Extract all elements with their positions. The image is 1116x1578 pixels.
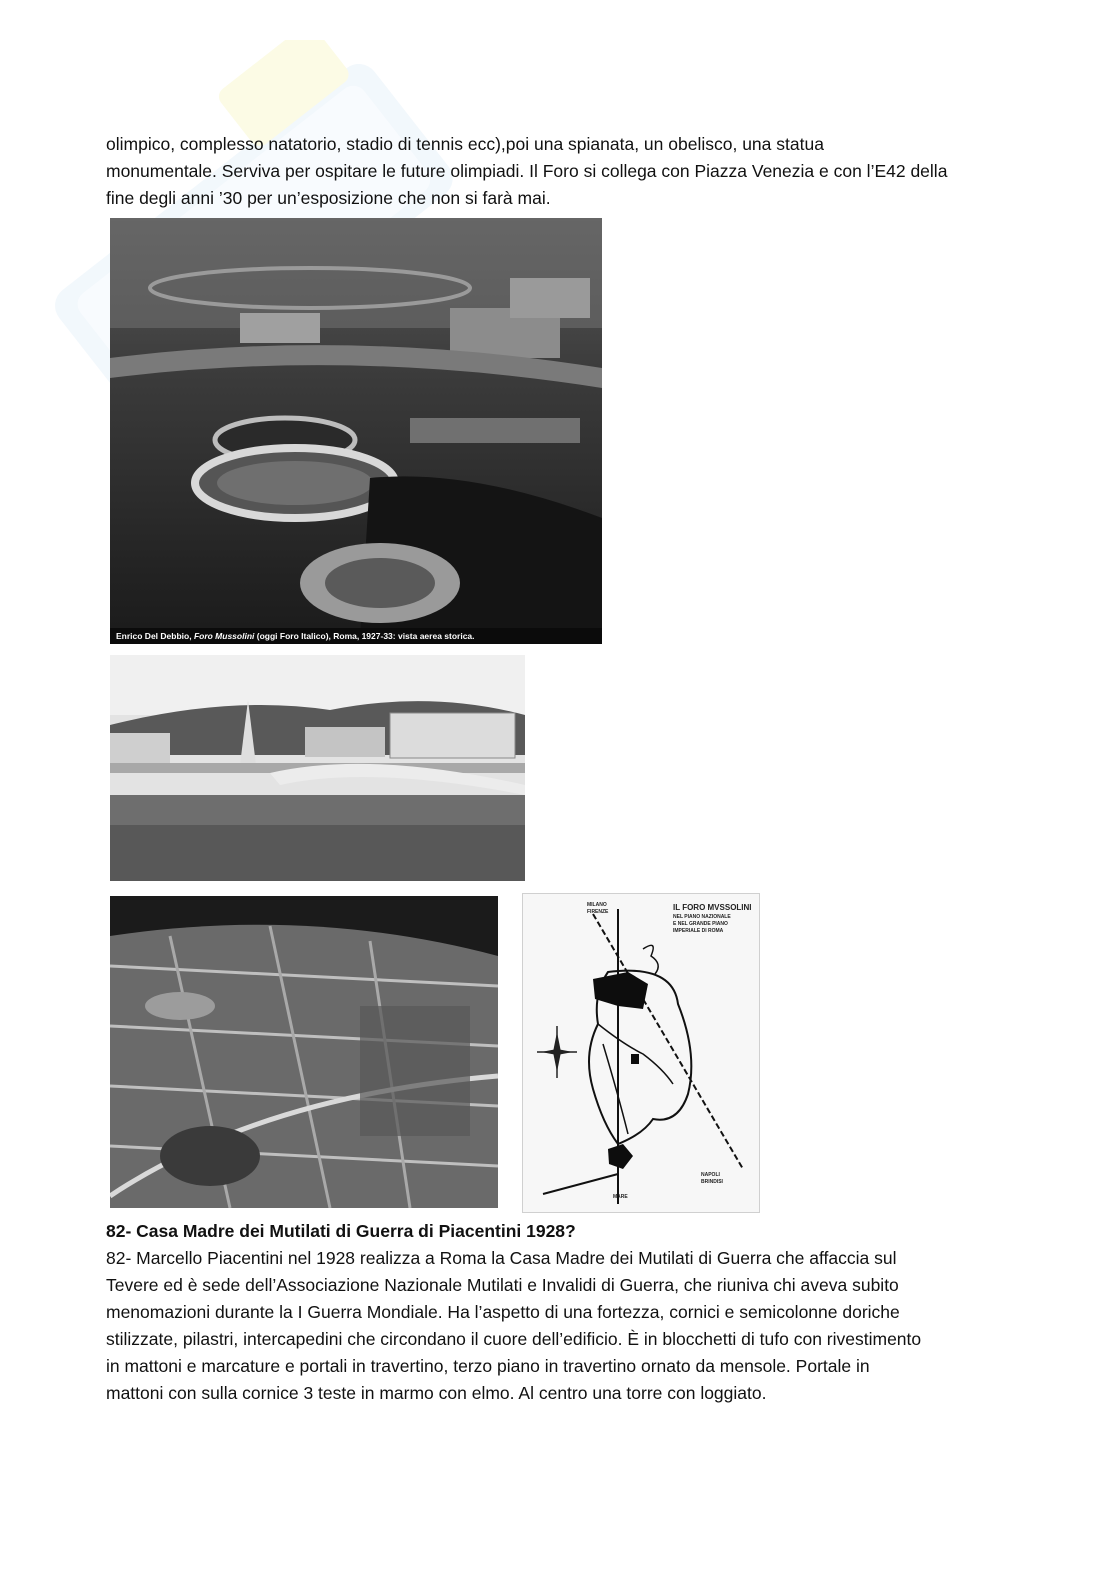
map-title-line-2: NEL PIANO NAZIONALE xyxy=(673,914,731,920)
map-label-napoli: NAPOLI xyxy=(701,1172,720,1178)
model-photo-image xyxy=(110,896,498,1208)
section-line-3: menomazioni durante la I Guerra Mondiale. Ha l’aspetto di una fortezza, cornici e semicolonne doriche xyxy=(106,1302,900,1322)
caption-rest: (oggi Foro Italico), Roma, 1927-33: vista aerea storica. xyxy=(254,631,475,641)
intro-line-3: fine degli anni ’30 per un’esposizione che non si farà mai. xyxy=(106,188,551,208)
section-heading: 82- Casa Madre dei Mutilati di Guerra di Piacentini 1928? xyxy=(106,1221,576,1241)
map-label-milano: MILANO xyxy=(587,902,607,908)
aerial-photo xyxy=(110,218,602,644)
section-line-2: Tevere ed è sede dell’Associazione Nazionale Mutilati e Invalidi di Guerra, che riuniva chi aveva subito xyxy=(106,1275,899,1295)
bridge-photo xyxy=(110,655,525,881)
intro-line-1: olimpico, complesso natatorio, stadio di tennis ecc),poi una spianata, un obelisco, una statua xyxy=(106,134,824,154)
section-line-4: stilizzate, pilastri, intercapedini che circondano il cuore dell’edificio. È in blocchetti di tufo con rivestimento xyxy=(106,1329,922,1349)
caption-title: Foro Mussolini xyxy=(193,631,255,641)
model-photo xyxy=(110,896,498,1208)
aerial-caption xyxy=(116,631,475,641)
aerial-photo-image xyxy=(110,218,602,644)
map-label-firenze: FIRENZE xyxy=(587,909,609,915)
map-label-brindisi: BRINDISI xyxy=(701,1179,723,1185)
intro-paragraph xyxy=(106,131,1006,212)
map-title-line-4: IMPERIALE DI ROMA xyxy=(673,928,724,934)
plan-map-image xyxy=(523,894,759,1212)
section-line-6: mattoni con sulla cornice 3 teste in marmo con elmo. Al centro una torre con loggiato. xyxy=(106,1383,767,1403)
section-line-5: in mattoni e marcature e portali in travertino, terzo piano in travertino ornato da mensole. Portale in xyxy=(106,1356,870,1376)
caption-author: Enrico Del Debbio, xyxy=(116,631,194,641)
intro-line-2: monumentale. Serviva per ospitare le future olimpiadi. Il Foro si collega con Piazza Venezia e con l’E42 della xyxy=(106,161,948,181)
section-line-1: 82- Marcello Piacentini nel 1928 realizza a Roma la Casa Madre dei Mutilati di Guerra che affaccia sul xyxy=(106,1248,897,1268)
section-paragraph xyxy=(106,1245,1006,1407)
bridge-photo-image xyxy=(110,655,525,881)
plan-map xyxy=(522,893,760,1213)
map-label-mare: MARE xyxy=(613,1194,628,1200)
map-title-line-1: IL FORO MVSSOLINI xyxy=(673,903,752,912)
map-title-line-3: E NEL GRANDE PIANO xyxy=(673,921,728,927)
